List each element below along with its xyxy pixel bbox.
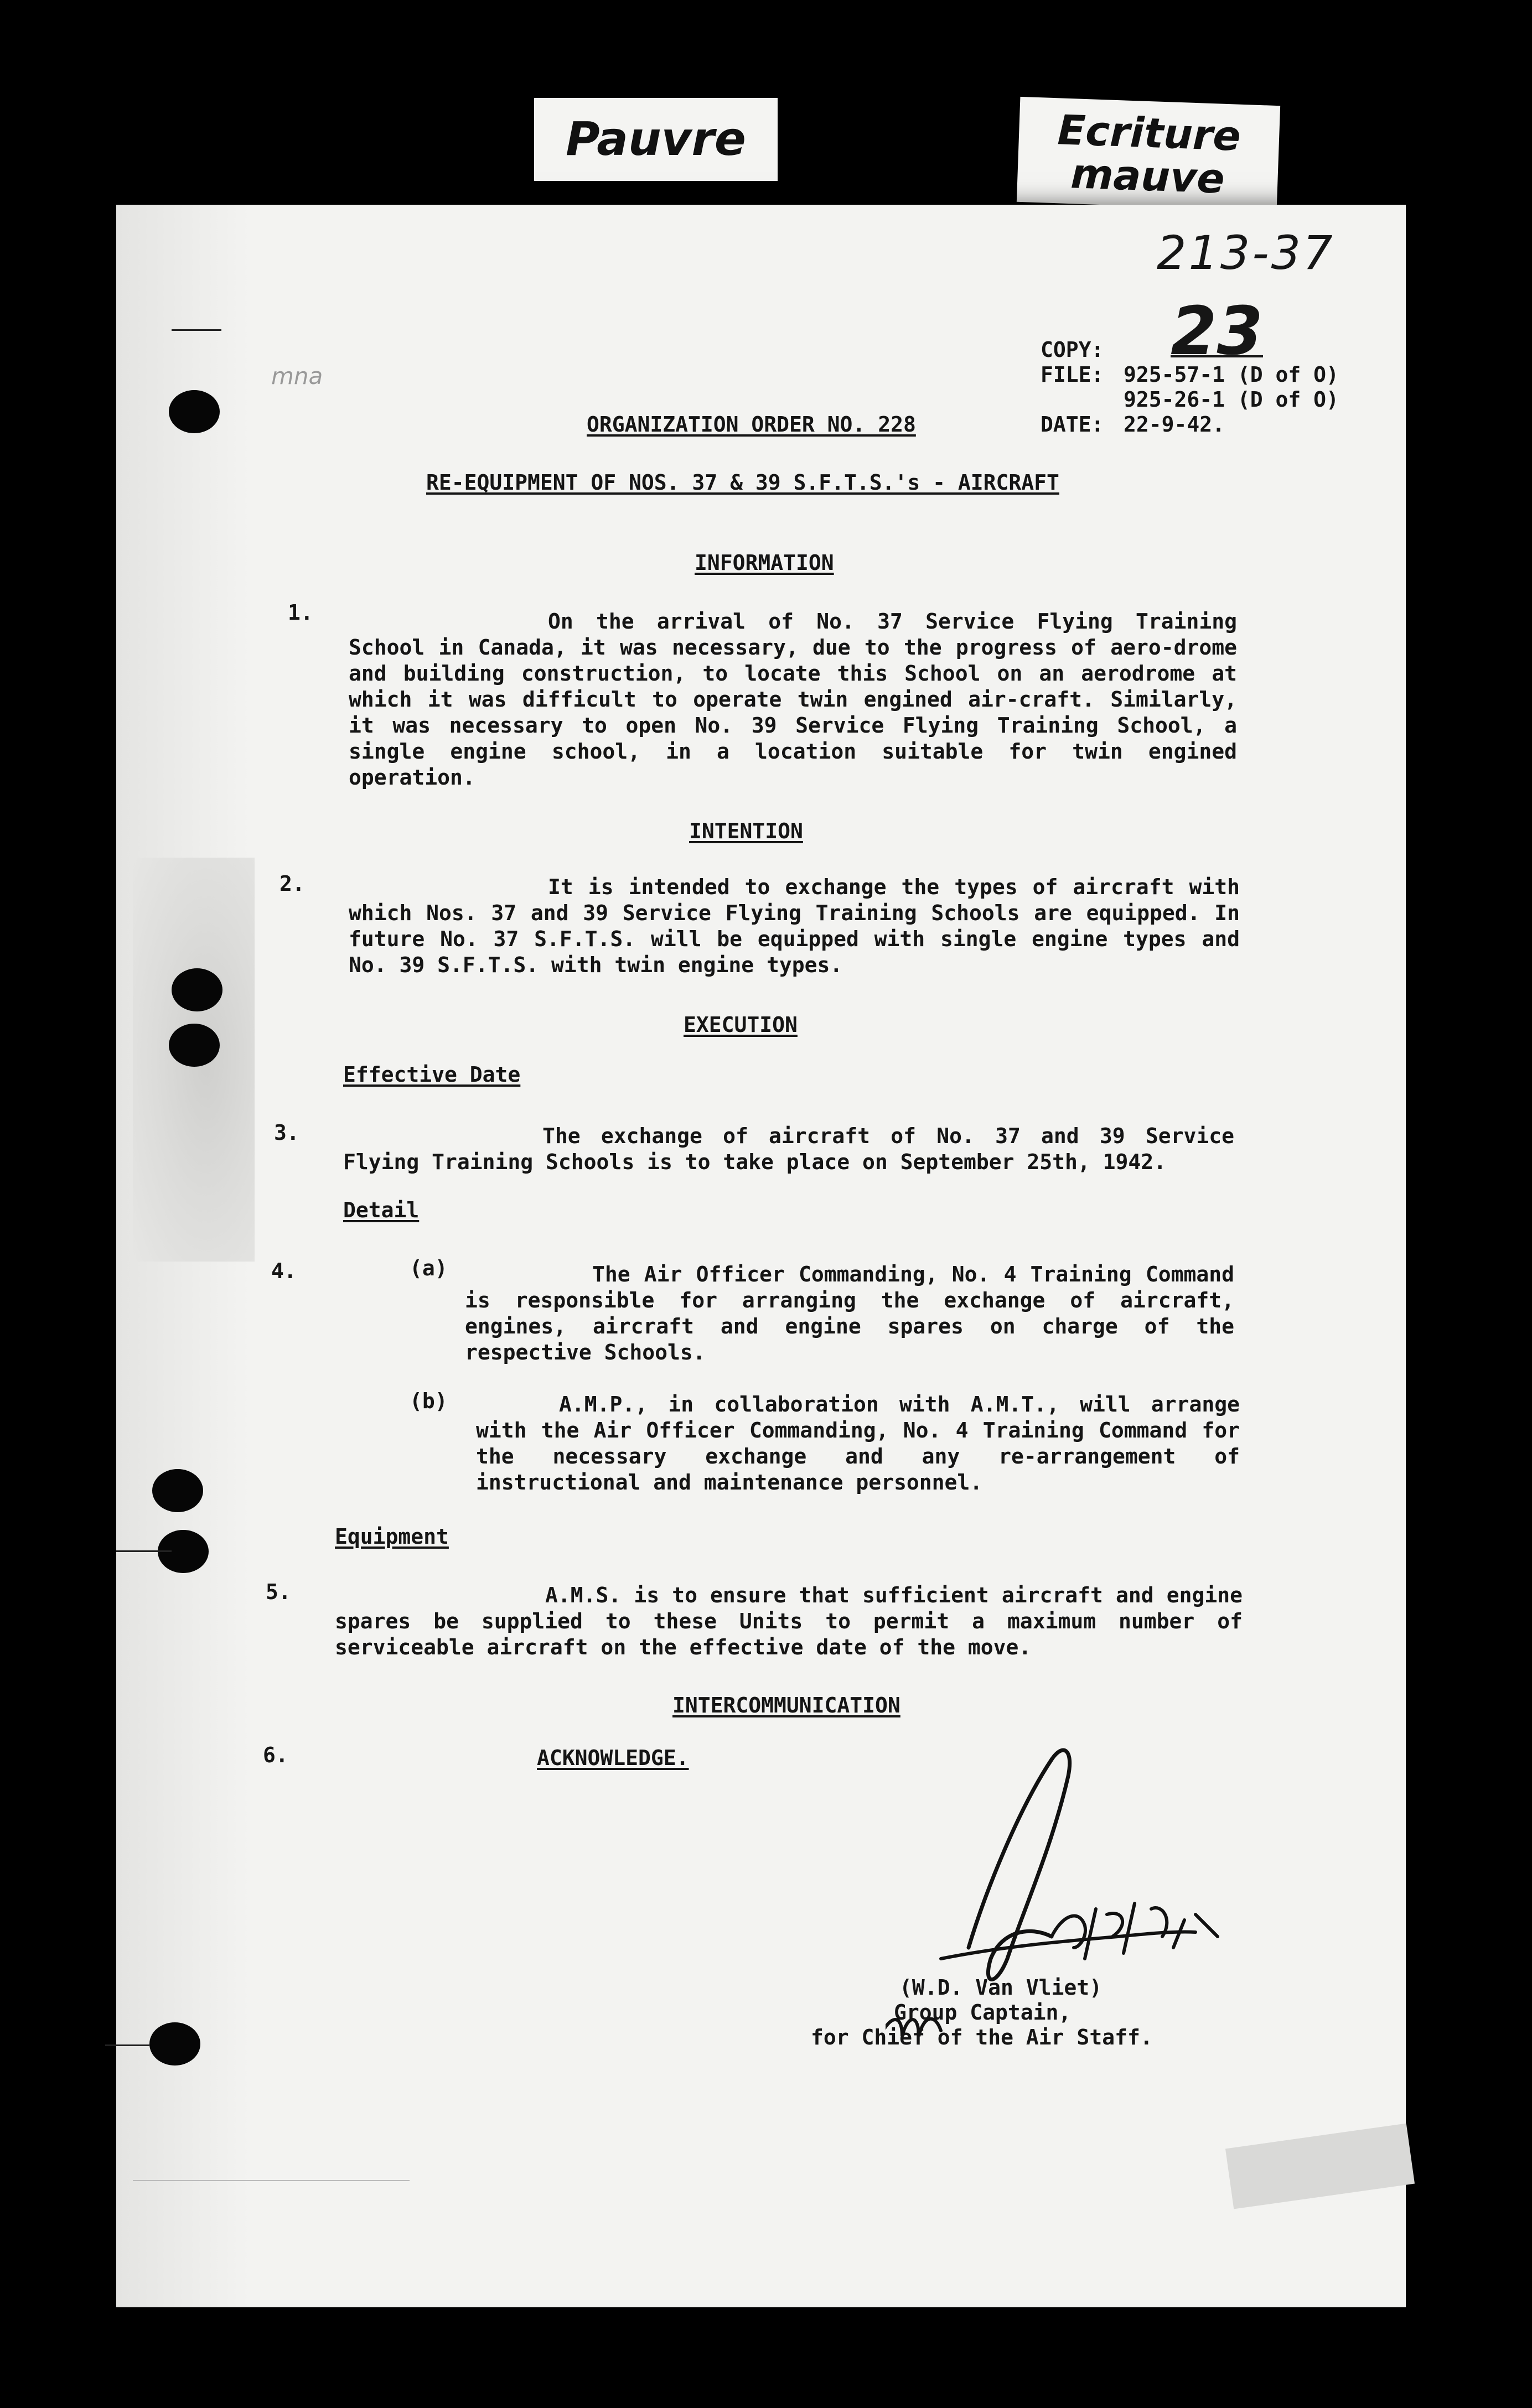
paragraph-number: 1. <box>288 600 313 625</box>
paragraph-number: 3. <box>274 1120 299 1145</box>
heading-information: INFORMATION <box>695 551 834 575</box>
faint-margin-mark: mna <box>271 362 323 390</box>
file-ref-1: 925-57-1 (D of O) <box>1124 362 1339 387</box>
heading-execution: EXECUTION <box>684 1013 798 1037</box>
paragraph-4b: A.M.P., in collaboration with A.M.T., will arrange with the Air Officer Commanding, No. 4 Training Command for the necessary exchange and any re-arrangement of instructional and maintenance personnel. <box>476 1392 1240 1494</box>
subparagraph-label-a: (a) <box>410 1256 448 1280</box>
heading-detail: Detail <box>343 1198 420 1222</box>
paragraph-1: On the arrival of No. 37 Service Flying Training School in Canada, it was necessary, due to the progress of aero-drome and building construction, to locate this School on an aerodrome at which it was difficult to operate twin engined air-craft. Similarly, it was necessary to open No. 39 Service Flying Training School, a single engine school, in a location suitable for twin engined operation. <box>349 609 1237 790</box>
signatory-name: (W.D. Van Vliet) <box>899 1975 1103 2000</box>
archive-label-text-left: Pauvre <box>566 112 746 166</box>
punch-hole <box>152 1469 203 1512</box>
date-value: 22-9-42. <box>1124 412 1225 437</box>
heading-intention: INTENTION <box>689 819 803 843</box>
signatory-role: for Chief of the Air Staff. <box>811 2025 1153 2049</box>
handwritten-copy-number: 23 <box>1171 293 1263 370</box>
heading-effective-date: Effective Date <box>343 1062 521 1087</box>
punch-hole <box>172 968 222 1011</box>
archive-label-card-left <box>534 98 778 181</box>
subparagraph-label-b: (b) <box>410 1389 448 1413</box>
order-title: ORGANIZATION ORDER NO. 228 <box>587 412 916 437</box>
paragraph-5: A.M.S. is to ensure that sufficient aircraft and engine spares be supplied to these Units to permit a maximum number of serviceable aircraft on the effective date of the move. <box>335 1583 1243 1659</box>
punch-hole <box>149 2022 200 2066</box>
punch-line <box>172 329 221 331</box>
paragraph-2: It is intended to exchange the types of aircraft with which Nos. 37 and 39 Service Flying Training Schools are equipped. In future No. 37 S.F.T.S. will be equipped with single engine types and No. 39 S.F.T.S. with twin engine types. <box>349 875 1240 977</box>
punch-line <box>116 1550 172 1552</box>
archive-label-text-right: Ecriture mauve <box>1057 106 1242 203</box>
paragraph-number: 4. <box>271 1259 297 1283</box>
punch-hole <box>169 390 220 433</box>
heading-intercommunication: INTERCOMMUNICATION <box>672 1693 900 1717</box>
file-ref-2: 925-26-1 (D of O) <box>1124 387 1339 412</box>
document-page <box>116 205 1406 2307</box>
punch-line <box>105 2044 149 2046</box>
paragraph-number: 2. <box>280 871 305 896</box>
order-subtitle: RE-EQUIPMENT OF NOS. 37 & 39 S.F.T.S.'s - AIRCRAFT <box>426 470 1059 495</box>
faint-rule <box>133 2180 410 2181</box>
date-label: DATE: <box>1041 412 1104 437</box>
file-label: FILE: <box>1041 362 1104 387</box>
handwritten-reference: 213-37 <box>1157 226 1335 280</box>
punch-hole <box>169 1024 220 1067</box>
paragraph-number: 6. <box>263 1743 288 1767</box>
copy-label: COPY: <box>1041 338 1104 362</box>
paragraph-4a: The Air Officer Commanding, No. 4 Training Command is responsible for arranging the exchange of aircraft, engines, aircraft and engine spares on charge of the respective Schools. <box>465 1262 1234 1364</box>
acknowledge-directive: ACKNOWLEDGE. <box>537 1746 689 1770</box>
signature-block <box>811 1975 1153 2050</box>
heading-equipment: Equipment <box>335 1524 449 1549</box>
paragraph-3: The exchange of aircraft of No. 37 and 39 Service Flying Training Schools is to take place on September 25th, 1942. <box>343 1124 1234 1174</box>
signatory-rank: Group Captain, <box>894 2000 1072 2025</box>
archive-label-card-right <box>1017 97 1280 211</box>
paragraph-number: 5. <box>266 1580 291 1604</box>
folded-corner <box>1225 2124 1415 2209</box>
